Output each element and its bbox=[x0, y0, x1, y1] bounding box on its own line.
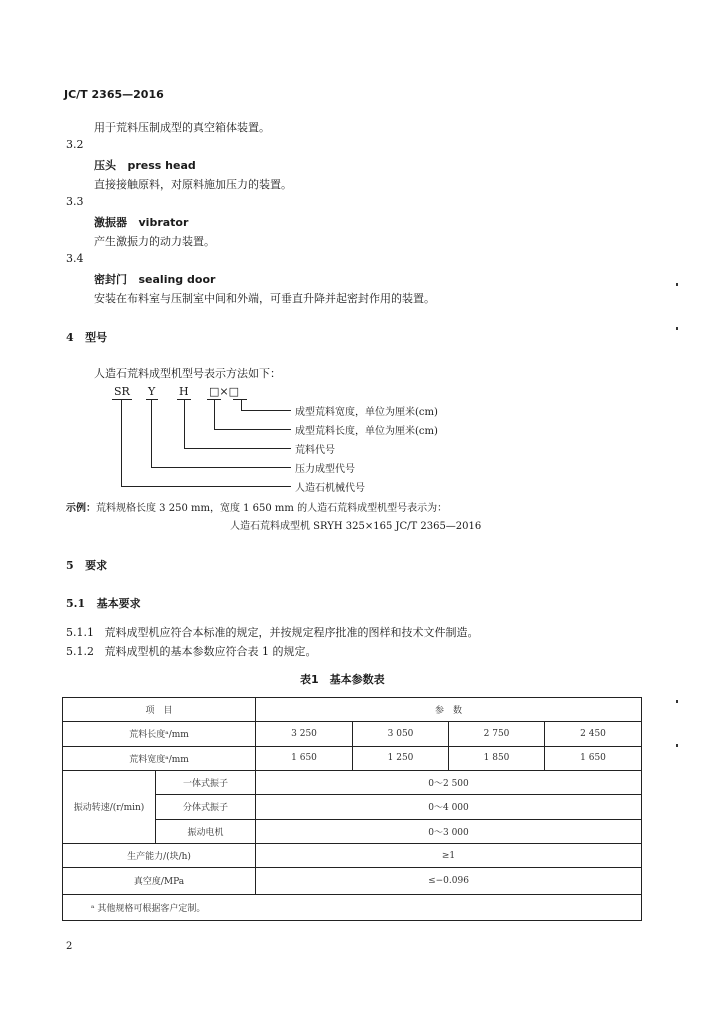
term-title bbox=[94, 271, 215, 287]
scan-mark bbox=[676, 283, 678, 286]
term-cn: 压头 bbox=[94, 159, 116, 172]
term-cn: 激振器 bbox=[94, 216, 127, 229]
term-title bbox=[94, 214, 188, 230]
term-number: 3.4 bbox=[66, 252, 84, 265]
term-en: sealing door bbox=[138, 273, 216, 286]
example bbox=[66, 499, 447, 514]
page-number: 2 bbox=[66, 941, 73, 952]
width-value: 1 850 bbox=[449, 746, 545, 770]
subsection-5-1-heading bbox=[66, 595, 141, 611]
code-part-sr: SR bbox=[114, 385, 130, 398]
width-value: 1 250 bbox=[353, 746, 449, 770]
code-part-y: Y bbox=[148, 385, 156, 398]
vibration-sub-label: 分体式振子 bbox=[156, 795, 256, 819]
vibration-value: 0～2 500 bbox=[256, 770, 642, 794]
vibration-sub-label: 振动电机 bbox=[156, 819, 256, 843]
code-label-machinery: 人造石机械代号 bbox=[295, 483, 365, 494]
code-label-pressure: 压力成型代号 bbox=[295, 464, 355, 475]
term-number: 3.2 bbox=[66, 138, 84, 151]
term-3-1-definition: 用于荒料压制成型的真空箱体装置。 bbox=[94, 121, 270, 134]
subsection-title: 基本要求 bbox=[96, 597, 141, 610]
model-intro: 人造石荒料成型机型号表示方法如下： bbox=[94, 367, 281, 380]
code-part-dims: □×□ bbox=[209, 385, 240, 398]
code-part-h: H bbox=[179, 385, 189, 398]
code-label-block: 荒料代号 bbox=[295, 445, 335, 456]
section-title: 要求 bbox=[85, 559, 108, 572]
term-number: 3.3 bbox=[66, 195, 84, 208]
example-label: 示例： bbox=[66, 503, 96, 514]
width-value: 1 650 bbox=[545, 746, 642, 770]
table-row bbox=[63, 722, 642, 746]
table-row bbox=[63, 868, 642, 894]
term-en: press head bbox=[127, 159, 196, 172]
term-definition: 安装在布料室与压制室中间和外端，可垂直升降并起密封作用的装置。 bbox=[94, 292, 435, 305]
table-row bbox=[63, 770, 642, 794]
term-title bbox=[94, 157, 196, 173]
width-label: 荒料宽度ᵃ/mm bbox=[63, 746, 256, 770]
term-en: vibrator bbox=[138, 216, 189, 229]
length-value: 3 050 bbox=[353, 722, 449, 746]
table-caption: 表1 基本参数表 bbox=[300, 673, 385, 686]
scan-mark bbox=[676, 327, 678, 330]
length-value: 2 750 bbox=[449, 722, 545, 746]
section-5-heading bbox=[66, 557, 107, 573]
section-4-heading bbox=[66, 329, 107, 345]
vibration-value: 0～3 000 bbox=[256, 819, 642, 843]
clause-number: 5.1.1 bbox=[66, 626, 94, 639]
term-definition: 产生激振力的动力装置。 bbox=[94, 235, 215, 248]
example-result: 人造石荒料成型机 SRYH 325×165 JC/T 2365—2016 bbox=[230, 521, 482, 532]
length-value: 2 450 bbox=[545, 722, 642, 746]
header-param: 参 数 bbox=[256, 698, 642, 722]
table-row bbox=[63, 894, 642, 920]
header-item: 项 目 bbox=[63, 698, 256, 722]
table-footnote: ᵃ 其他规格可根据客户定制。 bbox=[63, 894, 642, 920]
table-row bbox=[63, 843, 642, 867]
length-value: 3 250 bbox=[256, 722, 353, 746]
clause bbox=[66, 643, 317, 659]
vacuum-label: 真空度/MPa bbox=[63, 868, 256, 894]
code-label-width: 成型荒料宽度，单位为厘米(cm) bbox=[295, 407, 438, 418]
clause-number: 5.1.2 bbox=[66, 645, 94, 658]
vacuum-value: ≤−0.096 bbox=[256, 868, 642, 894]
clause-text: 荒料成型机应符合本标准的规定，并按规定程序批准的图样和技术文件制造。 bbox=[104, 626, 479, 639]
term-cn: 密封门 bbox=[94, 273, 127, 286]
vibration-label: 振动转速/(r/min) bbox=[63, 770, 156, 843]
table-row bbox=[63, 746, 642, 770]
table-row bbox=[63, 698, 642, 722]
section-number: 4 bbox=[66, 331, 74, 344]
scan-mark bbox=[676, 700, 678, 703]
scan-mark bbox=[676, 744, 678, 747]
vibration-sub-label: 一体式振子 bbox=[156, 770, 256, 794]
vibration-value: 0～4 000 bbox=[256, 795, 642, 819]
subsection-number: 5.1 bbox=[66, 597, 86, 610]
clause bbox=[66, 624, 479, 640]
example-text: 荒料规格长度 3 250 mm，宽度 1 650 mm 的人造石荒料成型机型号表示为： bbox=[96, 503, 448, 514]
parameter-table bbox=[62, 697, 642, 921]
code-label-length: 成型荒料长度，单位为厘米(cm) bbox=[295, 426, 438, 437]
length-label: 荒料长度ᵃ/mm bbox=[63, 722, 256, 746]
term-definition: 直接接触原料，对原料施加压力的装置。 bbox=[94, 178, 292, 191]
standard-id: JC/T 2365—2016 bbox=[64, 88, 164, 101]
section-number: 5 bbox=[66, 559, 74, 572]
section-title: 型号 bbox=[85, 331, 108, 344]
clause-text: 荒料成型机的基本参数应符合表 1 的规定。 bbox=[104, 645, 317, 658]
width-value: 1 650 bbox=[256, 746, 353, 770]
capacity-label: 生产能力/(块/h) bbox=[63, 843, 256, 867]
capacity-value: ≥1 bbox=[256, 843, 642, 867]
